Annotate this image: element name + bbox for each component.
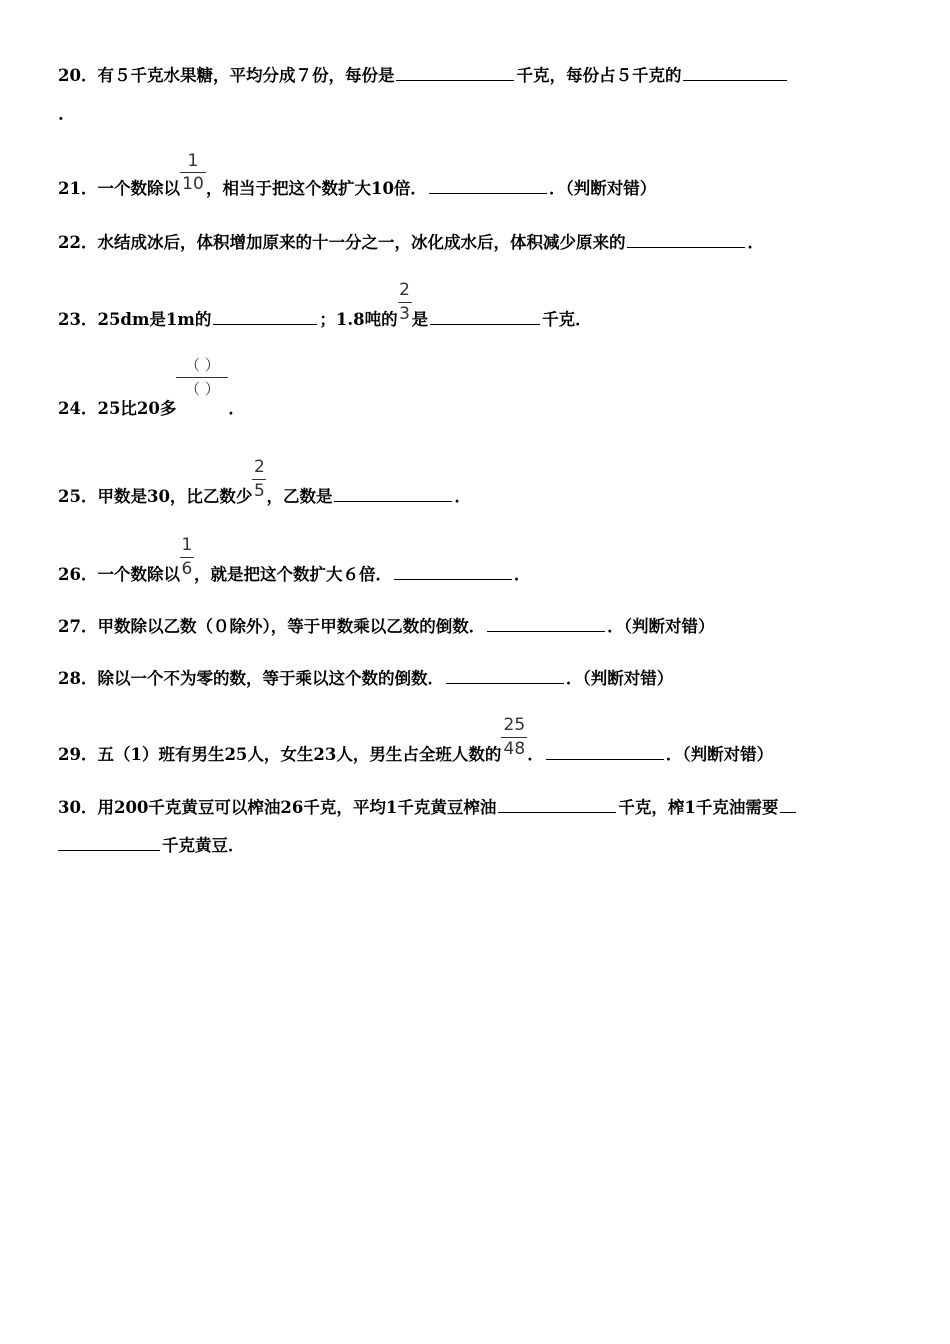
question-text: ．（判断对错） <box>565 669 674 688</box>
question-number: 28． <box>58 669 98 688</box>
answer-blank[interactable] <box>396 64 514 81</box>
answer-blank[interactable] <box>683 64 787 81</box>
question-number: 22． <box>58 233 98 252</box>
fraction-bar <box>176 377 228 378</box>
question-text: 千克，每份占５千克的 <box>516 66 682 85</box>
fraction-bar <box>501 737 527 738</box>
question-text: ，就是把这个数扩大６倍． <box>193 565 392 584</box>
question-number: 23． <box>58 310 98 329</box>
fraction-denominator: 3 <box>399 304 410 324</box>
question-27 <box>58 615 714 638</box>
question-28 <box>58 667 673 690</box>
question-text: 千克黄豆． <box>162 836 245 855</box>
question-text: 千克，榨1千克油需要 <box>618 798 779 817</box>
fraction <box>180 151 206 194</box>
fraction-numerator: （ ） <box>185 356 220 374</box>
question-text: ． <box>527 745 544 764</box>
question-number: 24． <box>58 399 98 418</box>
question-30-line2 <box>58 834 245 857</box>
fraction-denominator: 6 <box>181 559 193 579</box>
fraction-denominator: 48 <box>503 739 526 759</box>
question-text: 甲数是30，比乙数少 <box>97 487 253 506</box>
question-number: 29． <box>58 745 98 764</box>
question-text: ．（判断对错） <box>607 617 715 636</box>
question-number: 27． <box>58 617 98 636</box>
question-26 <box>58 535 531 586</box>
answer-blank[interactable] <box>498 796 616 813</box>
fraction <box>252 457 266 502</box>
answer-blank[interactable] <box>394 563 512 580</box>
question-text: 除以一个不为零的数，等于乘以这个数的倒数． <box>97 669 444 688</box>
answer-blank[interactable] <box>429 177 547 194</box>
question-text: 是 <box>411 310 429 329</box>
question-24 <box>58 356 245 420</box>
fraction-bar <box>180 557 194 558</box>
answer-blank[interactable] <box>213 308 317 325</box>
question-number: 30． <box>58 798 98 817</box>
question-20 <box>58 64 789 87</box>
answer-blank[interactable] <box>487 615 605 632</box>
fraction <box>180 535 194 580</box>
fraction-denominator: 10 <box>182 174 204 194</box>
fraction-bar <box>398 302 412 303</box>
fraction-blank[interactable] <box>176 356 228 414</box>
answer-blank[interactable] <box>627 231 745 248</box>
question-text: 一个数除以 <box>97 565 180 584</box>
question-text: ．（判断对错） <box>548 179 657 198</box>
question-text: ，乙数是 <box>266 487 333 506</box>
answer-blank[interactable] <box>58 834 160 851</box>
fraction-numerator: 1 <box>181 535 193 555</box>
question-number: 20． <box>58 66 98 85</box>
fraction-denominator: 5 <box>254 481 265 501</box>
question-text: ． <box>513 565 531 584</box>
question-25 <box>58 457 471 508</box>
answer-blank[interactable] <box>334 485 452 502</box>
fraction <box>398 280 412 325</box>
fraction-numerator: 1 <box>187 151 199 171</box>
fraction <box>501 715 527 760</box>
fraction-numerator: 2 <box>254 457 265 477</box>
answer-blank[interactable] <box>546 743 664 760</box>
question-number: 26． <box>58 565 98 584</box>
answer-blank[interactable] <box>430 308 540 325</box>
question-23 <box>58 280 592 331</box>
question-20-end <box>58 104 64 126</box>
question-text: 用200千克黄豆可以榨油26千克，平均1千克黄豆榨油 <box>97 798 497 817</box>
question-29 <box>58 715 774 766</box>
fraction-denominator: （ ） <box>185 380 220 398</box>
question-text: ，相当于把这个数扩大10倍． <box>205 179 427 198</box>
question-text: . <box>58 105 64 124</box>
question-text: ． <box>747 233 764 252</box>
question-30 <box>58 796 798 819</box>
question-text: 一个数除以 <box>97 179 180 198</box>
question-text: 25比20多 <box>97 399 177 418</box>
fraction-bar <box>180 172 206 173</box>
question-22 <box>58 231 764 254</box>
question-text: 水结成冰后，体积增加原来的十一分之一，冰化成水后，体积减少原来的 <box>97 233 626 252</box>
question-number: 21． <box>58 179 98 198</box>
question-text: ． <box>454 487 471 506</box>
question-text: ． <box>228 399 245 418</box>
question-text: 千克． <box>542 310 592 329</box>
question-text: 甲数除以乙数（０除外），等于甲数乘以乙数的倒数． <box>97 617 486 636</box>
question-text: ；1.8吨的 <box>319 310 398 329</box>
answer-blank[interactable] <box>446 667 564 684</box>
question-text: 25dm是1m的 <box>97 310 212 329</box>
fraction-bar <box>252 479 266 480</box>
question-number: 25． <box>58 487 98 506</box>
answer-blank[interactable] <box>780 796 796 813</box>
fraction-numerator: 25 <box>503 715 526 735</box>
question-text: 五（1）班有男生25人，女生23人，男生占全班人数的 <box>97 745 502 764</box>
question-21 <box>58 151 657 200</box>
fraction-numerator: 2 <box>399 280 410 300</box>
question-text: 有５千克水果糖，平均分成７份，每份是 <box>97 66 395 85</box>
question-text: ．（判断对错） <box>665 745 774 764</box>
